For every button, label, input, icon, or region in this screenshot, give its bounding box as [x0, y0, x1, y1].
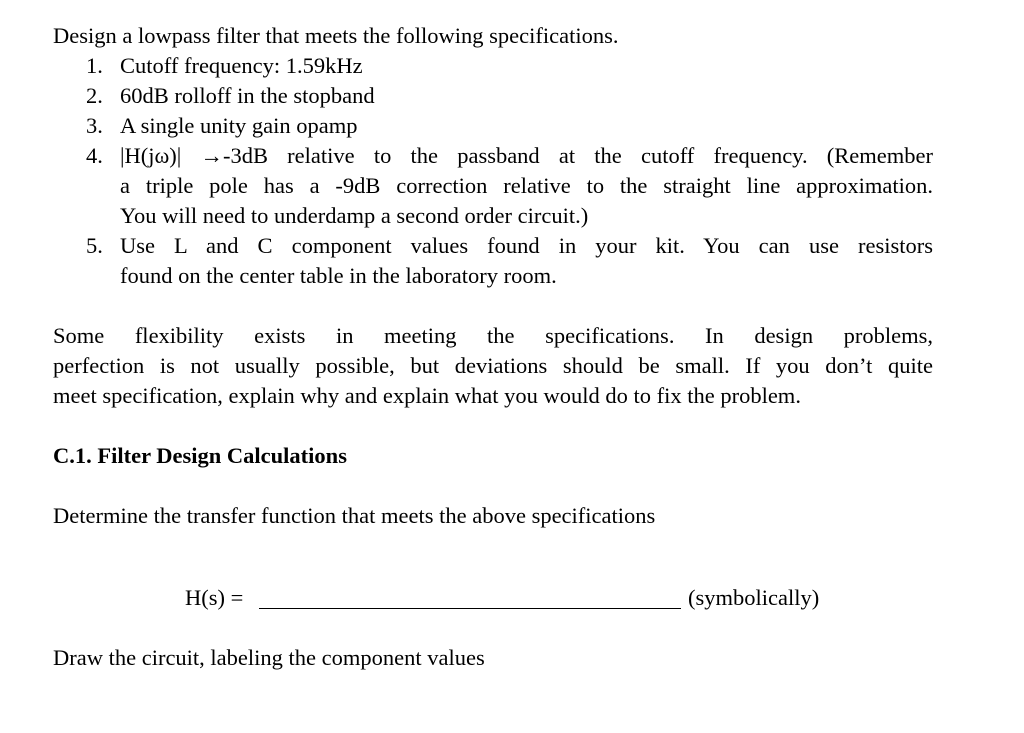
paragraph-line: meet specification, explain why and explain what you would do to fix the problem.: [53, 383, 801, 408]
symbolically-note: (symbolically): [688, 585, 820, 610]
spec-number: 3.: [86, 113, 103, 138]
transfer-function-answer-row: [53, 583, 933, 613]
transfer-function-label: H(s) =: [185, 585, 244, 610]
spec-item-1: [53, 51, 933, 81]
draw-circuit-instruction: Draw the circuit, labeling the component values: [53, 645, 485, 670]
determine-instruction: Determine the transfer function that meets the above specifications: [53, 503, 656, 528]
document-page: [53, 21, 933, 673]
spec-text: A single unity gain opamp: [120, 113, 358, 138]
spec-text-line: Use L and C component values found in your kit. You can use resistors: [120, 233, 933, 258]
spec-item-2: [53, 81, 933, 111]
spec-text-line: a triple pole has a -9dB correction relative to the straight line approximation.: [120, 173, 933, 198]
spec-text-line: found on the center table in the laboratory room.: [120, 263, 557, 288]
spec-text-line: |H(jω)| →-3dB relative to the passband at the cutoff frequency. (Remember: [120, 143, 933, 168]
flexibility-paragraph: [53, 321, 933, 411]
spec-number: 1.: [86, 53, 103, 78]
intro-text: Design a lowpass filter that meets the following specifications.: [53, 23, 619, 48]
spec-item-3: [53, 111, 933, 141]
spec-number: 5.: [86, 233, 103, 258]
paragraph-line: perfection is not usually possible, but deviations should be small. If you don’t quite: [53, 353, 933, 378]
paragraph-line: Some flexibility exists in meeting the specifications. In design problems,: [53, 323, 933, 348]
spec-text: Cutoff frequency: 1.59kHz: [120, 53, 363, 78]
spec-item-5: [53, 231, 933, 291]
answer-blank-line[interactable]: [259, 608, 681, 609]
spec-text: 60dB rolloff in the stopband: [120, 83, 375, 108]
spec-list: [53, 51, 933, 291]
spec-number: 2.: [86, 83, 103, 108]
spec-text-line: You will need to underdamp a second order circuit.): [120, 203, 589, 228]
section-heading: C.1. Filter Design Calculations: [53, 443, 347, 468]
spec-number: 4.: [86, 143, 103, 168]
spec-item-4: [53, 141, 933, 231]
